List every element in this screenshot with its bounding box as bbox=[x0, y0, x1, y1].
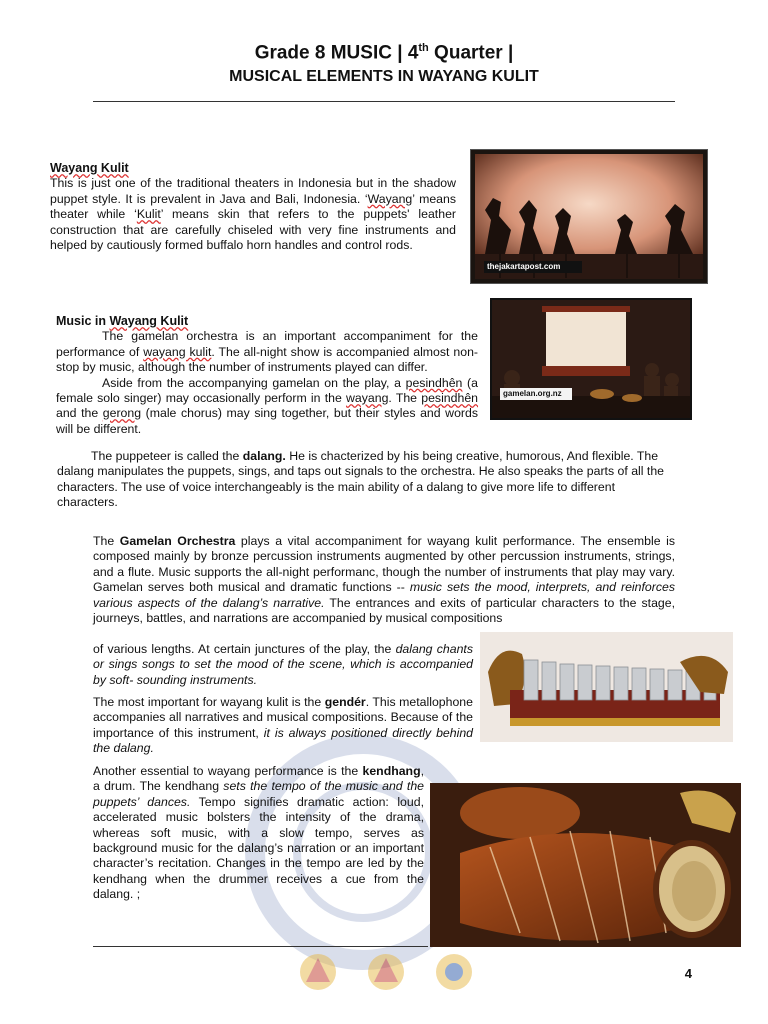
image-credit: thejakartapost.com bbox=[487, 262, 561, 271]
gamelan-paragraph-2: The most important for wayang kulit is the gendér. This metallophone accompanies all narratives and musical compositions. Because of the importance of this instrument, it is always positioned directly behind the dalang. bbox=[93, 695, 473, 756]
section-music-wayang bbox=[56, 314, 478, 437]
page-number: 4 bbox=[684, 966, 692, 981]
header-divider bbox=[93, 101, 675, 102]
footer-logos bbox=[296, 950, 476, 994]
gender-metallophone-image bbox=[480, 632, 733, 742]
music-paragraph-1: The gamelan orchestra is an important accompaniment for the performance of wayang kulit. The all-night show is accompanied almost non-stop by music, although the number of instruments played can differ. bbox=[56, 329, 479, 375]
image-credit: gamelan.org.nz bbox=[503, 389, 562, 398]
page-title: Grade 8 MUSIC | 4th Quarter | bbox=[254, 42, 514, 64]
gamelan-performance-image bbox=[490, 298, 692, 420]
section-title-wayang: Wayang Kulit bbox=[50, 161, 129, 175]
kendhang-drum-image bbox=[430, 783, 741, 947]
gamelan-paragraph-3: Another essential to wayang performance is the kendhang, a drum. The kendhang sets the tempo of the music and the puppets’ dances. Tempo signifies dramatic action: loud, accelerated music bolsters the intensity of the drama, whereas soft music, with a slow tempo, serves as background music for the dalang’s narration or an important character’s recitation. Changes in the tempo are led by the kendhang when the drummer receives a cue from the dalang. ; bbox=[93, 764, 424, 902]
section-wayang-kulit bbox=[50, 161, 456, 253]
section-title-music: Music in Wayang Kulit bbox=[56, 314, 189, 328]
wayang-paragraph: This is just one of the traditional theaters in Indonesia but in the shadow puppet style. It is prevalent in Java and Bali, Indonesia. ‘Wayang’ means theater while ‘Kulit’ means skin that refers to the puppets' leather construction that are carefully chiseled with very fine instruments and helped by cautiously formed buffalo horn handles and control rods. bbox=[50, 176, 456, 253]
puppeteer-paragraph: The puppeteer is called the dalang. He is chacterized by his being creative, humorous, And flexible. The dalang manipulates the puppets, sings, and taps out signals to the orchestra. He also speaks the parts of all the characters. The use of voice interchangeably is the main ability of a dalang to give more life to different characters. bbox=[57, 449, 665, 510]
page-subtitle: MUSICAL ELEMENTS IN WAYANG KULIT bbox=[229, 68, 539, 85]
gamelan-paragraph-1-cont: of various lengths. At certain junctures of the play, the dalang chants or sings songs to set the mood of the scene, which is accompanied by soft- sounding instruments. bbox=[93, 642, 473, 687]
gamelan-paragraph-1: The Gamelan Orchestra plays a vital accompaniment for wayang kulit performance. The ensemble is composed mainly by bronze percussion instruments augmented by other percussion instruments, strings, and a flute. Music supports the all-night performanc, though the number of instruments that play may vary. Gamelan serves both musical and dramatic functions -- music sets the mood, interprets, and reinforces various aspects of the dalang’s narrative. The entrances and exits of particular characters to the stage, journeys, battles, and narrations are accompanied by musical compositions bbox=[93, 534, 676, 626]
footer-divider bbox=[93, 946, 428, 947]
music-paragraph-2: Aside from the accompanying gamelan on the play, a pesindhên (a female solo singer) may occasionally perform in the wayang. The pesindhên and the gerong (male chorus) may sing together, but their styles and words will be different. bbox=[56, 375, 479, 436]
shadow-puppet-image bbox=[470, 149, 708, 284]
